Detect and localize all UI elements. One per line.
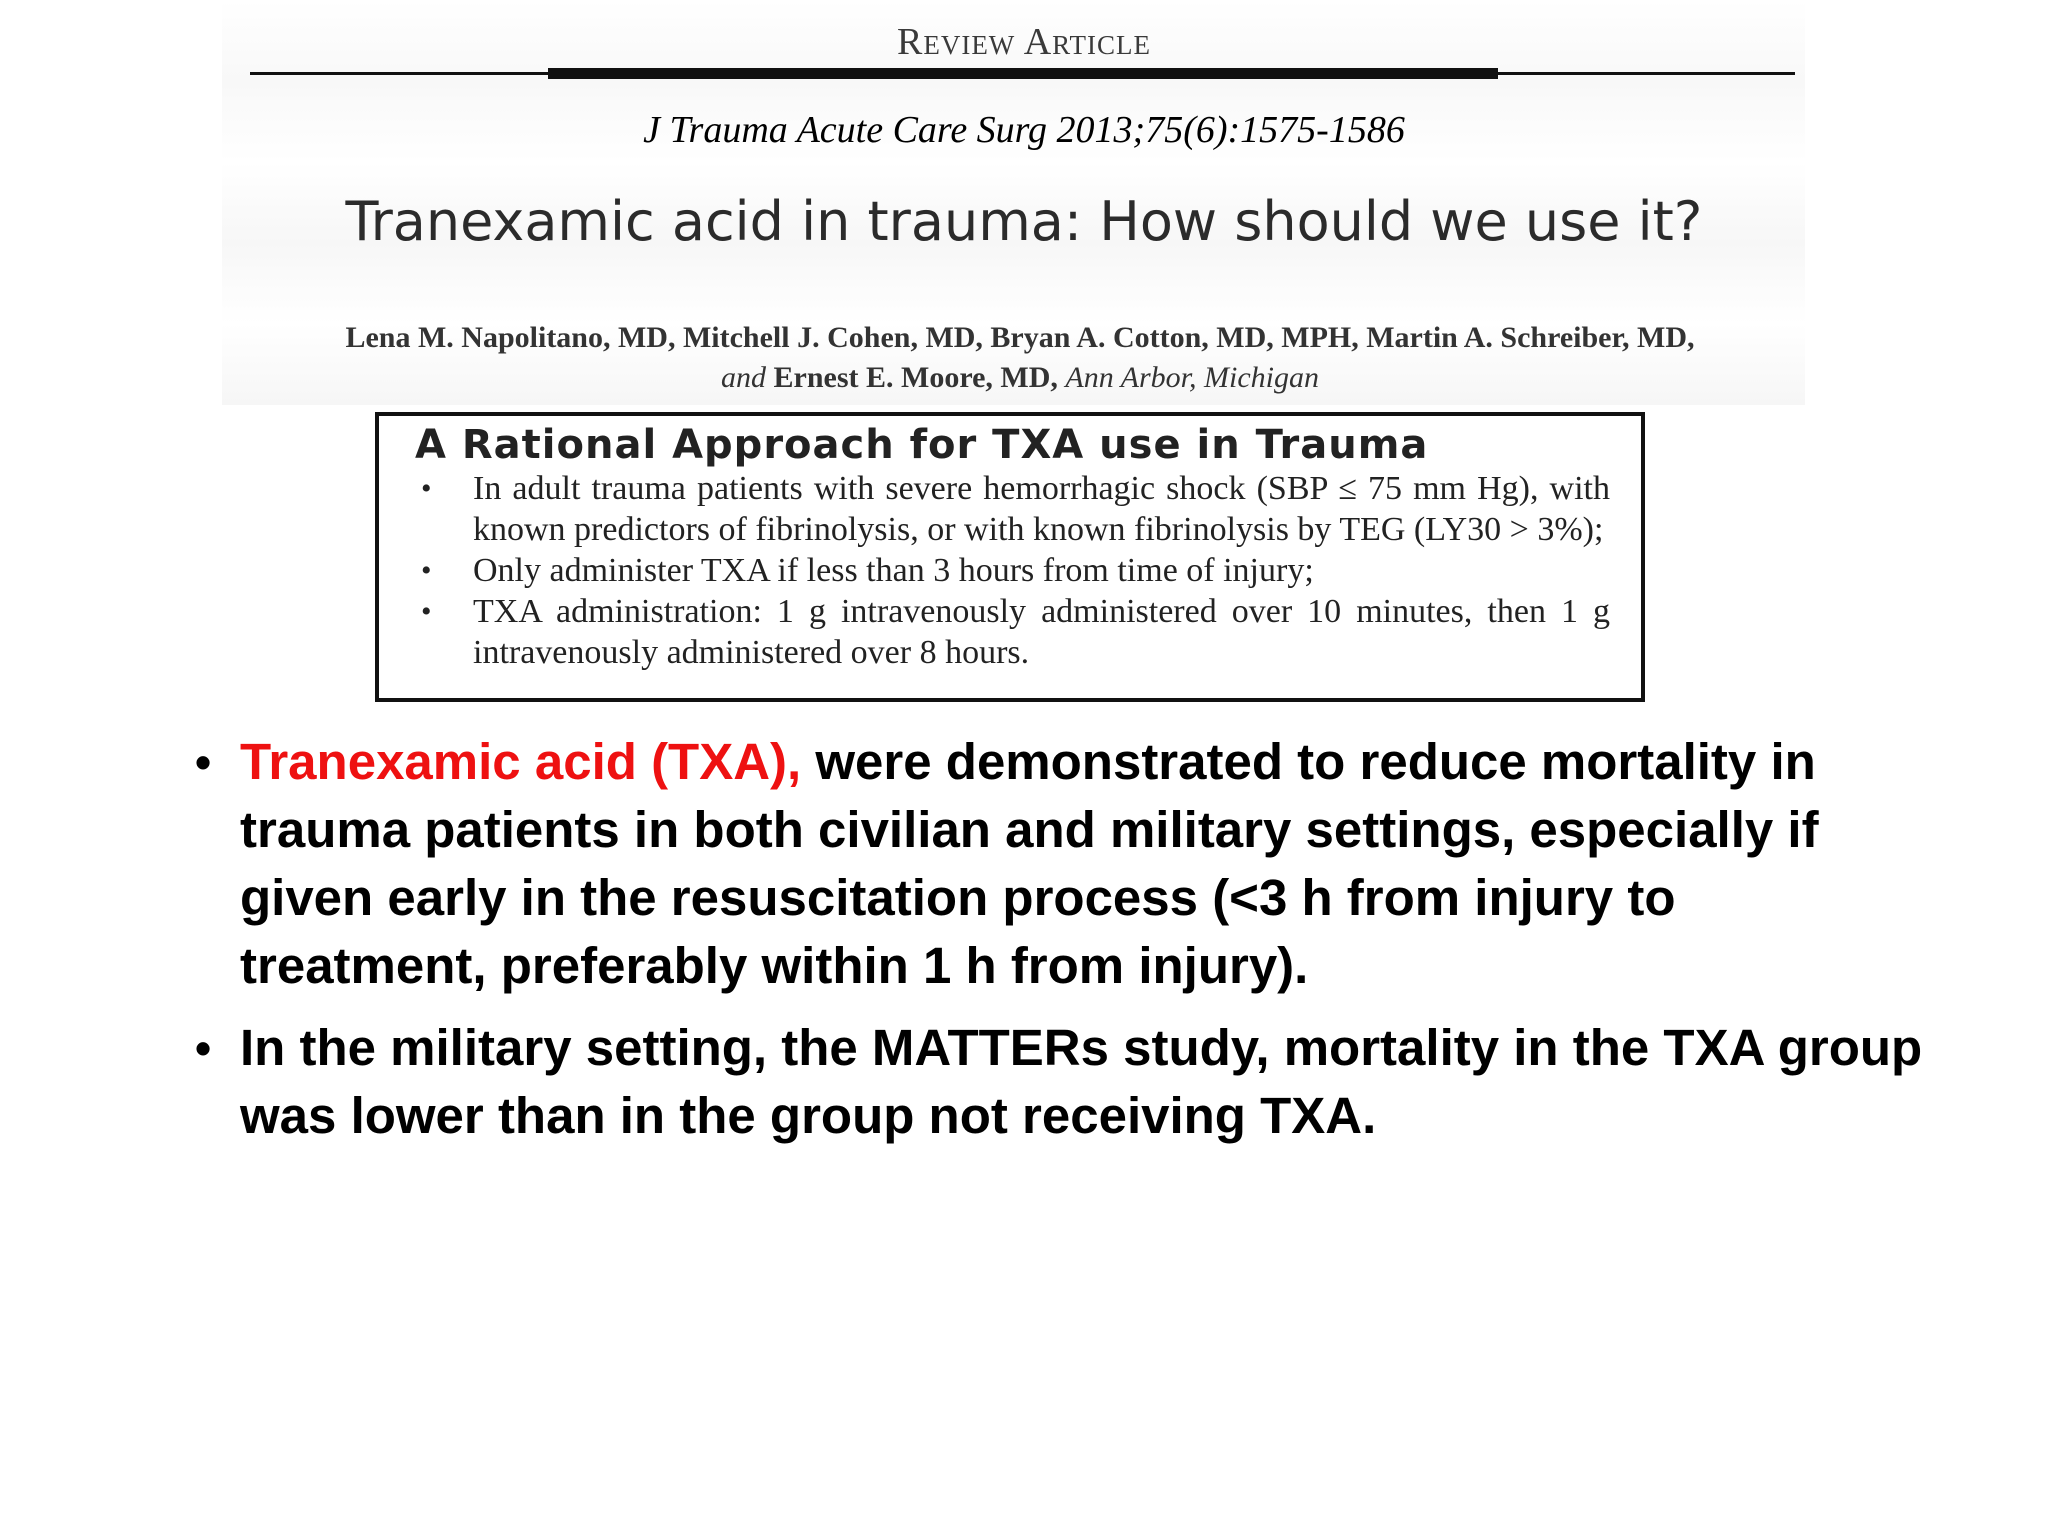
authors-main: Lena M. Napolitano, MD, Mitchell J. Cohen, MD, Bryan A. Cotton, MD, MPH, Martin A. Schreiber, MD, (345, 321, 1695, 354)
bullet-icon: • (421, 472, 432, 505)
authors-last: Ernest E. Moore, MD, (773, 361, 1058, 394)
journal-citation: J Trauma Acute Care Surg 2013;75(6):1575-1586 (643, 109, 1405, 151)
bullet-icon: • (195, 736, 212, 788)
txa-box-item (415, 550, 1610, 591)
bullet-icon: • (195, 1022, 212, 1074)
header-rule-thick (548, 68, 1498, 79)
slide-bullet-list (195, 728, 1935, 1164)
txa-box-item (415, 468, 1610, 550)
txa-box-item-text: TXA administration: 1 g intravenously administered over 10 minutes, then 1 g intravenously administered over 8 hours. (473, 593, 1610, 671)
bullet-icon: • (421, 554, 432, 587)
bullet-text: In the military setting, the MATTERs study, mortality in the TXA group was lower than in the group not receiving TXA. (240, 1019, 1923, 1144)
bullet-icon: • (421, 595, 432, 628)
authors-and: and (721, 361, 766, 394)
txa-box-item-text: Only administer TXA if less than 3 hours from time of injury; (473, 552, 1314, 589)
slide-bullet (195, 1014, 1935, 1150)
article-title: Tranexamic acid in trauma: How should we use it? (345, 190, 1703, 253)
txa-box-item-text: In adult trauma patients with severe hemorrhagic shock (SBP ≤ 75 mm Hg), with known predictors of fibrinolysis, or with known fibrinolysis by TEG (LY30 > 3%); (473, 470, 1610, 548)
txa-recommendation-box (375, 412, 1645, 702)
article-type-label: Review Article (896, 21, 1151, 63)
bullet-highlight: Tranexamic acid (TXA), (240, 733, 802, 790)
txa-box-title: A Rational Approach for TXA use in Trauma (415, 422, 1429, 468)
slide-bullet (195, 728, 1935, 1000)
author-list (240, 318, 1800, 398)
authors-location: Ann Arbor, Michigan (1065, 361, 1319, 394)
txa-box-item (415, 591, 1610, 673)
txa-box-list (415, 468, 1610, 673)
bullet-text: were demonstrated to reduce mortality in trauma patients in both civilian and military settings, especially if given early in the resuscitation process (<3 h from injury to treatment, preferably within 1 h from injury). (240, 733, 1819, 994)
